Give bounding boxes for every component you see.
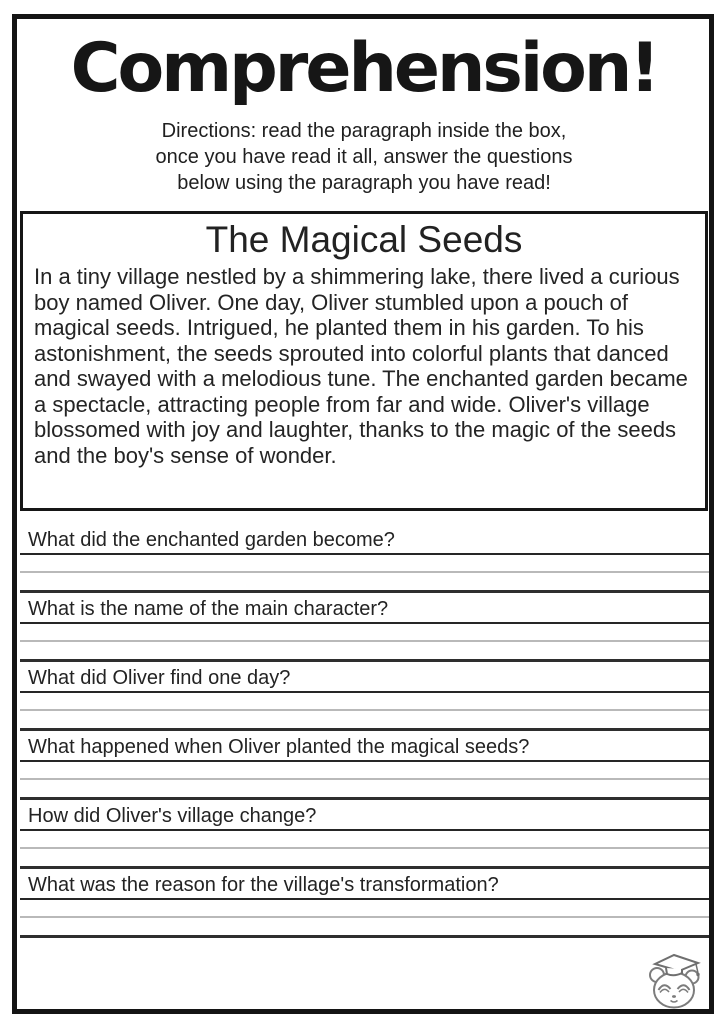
directions (0, 118, 728, 196)
answer-line (20, 659, 709, 662)
question-row (20, 734, 709, 800)
answer-line (20, 778, 709, 780)
answer-line (20, 709, 709, 711)
answer-line (20, 916, 709, 918)
question-row (20, 803, 709, 869)
answer-line (20, 847, 709, 849)
directions-line-2: once you have read it all, answer the questions (155, 146, 573, 168)
answer-line (20, 728, 709, 731)
question-row (20, 872, 709, 938)
directions-line-1: Directions: read the paragraph inside the box, (161, 120, 567, 142)
question-text: What did Oliver find one day? (20, 665, 709, 693)
answer-line (20, 797, 709, 800)
questions-section (20, 527, 709, 941)
panda-graduation-logo-icon (644, 952, 704, 1012)
answer-line (20, 935, 709, 938)
question-text: What happened when Oliver planted the magical seeds? (20, 734, 709, 762)
question-text: What did the enchanted garden become? (20, 527, 709, 555)
passage-body: In a tiny village nestled by a shimmering lake, there lived a curious boy named Oliver. One day, Oliver stumbled upon a pouch of magical seeds. Intrigued, he planted them in his garden. To his astonishment, the seeds sprouted into colorful plants that danced and swayed with a melodious tune. The enchanted garden became a spectacle, attracting people from far and wide. Oliver's village blossomed with joy and laughter, thanks to the magic of the seeds and the boy's sense of wonder. (34, 264, 688, 468)
question-row (20, 665, 709, 731)
answer-line (20, 640, 709, 642)
answer-line (20, 590, 709, 593)
question-text: How did Oliver's village change? (20, 803, 709, 831)
page-title: Comprehension! (70, 29, 658, 108)
passage-box (20, 211, 708, 511)
directions-line-3: below using the paragraph you have read! (177, 172, 551, 194)
answer-line (20, 571, 709, 573)
answer-line (20, 866, 709, 869)
question-row (20, 596, 709, 662)
passage-title: The Magical Seeds (205, 219, 523, 260)
question-text: What was the reason for the village's transformation? (20, 872, 709, 900)
question-row (20, 527, 709, 593)
question-text: What is the name of the main character? (20, 596, 709, 624)
